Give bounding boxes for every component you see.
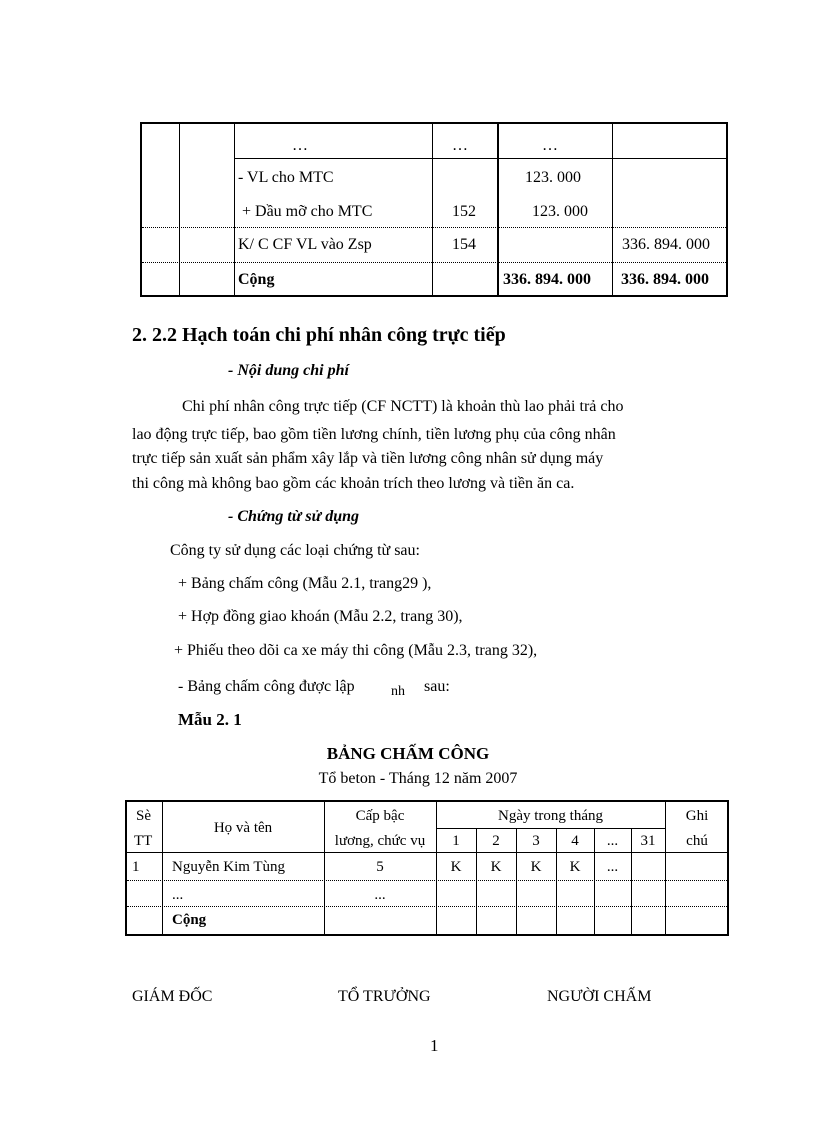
- header-days: Ngày trong tháng: [498, 808, 603, 824]
- ledger-desc: K/ C CF VL vào Zsp: [238, 236, 372, 253]
- ledger-debit: …: [542, 137, 558, 154]
- row-stt: 1: [132, 859, 140, 875]
- header-name: Họ và tên: [213, 820, 273, 836]
- row-name: Nguyễn Kim Tùng: [172, 859, 286, 875]
- ledger-acct: …: [452, 137, 468, 154]
- header-day: 3: [532, 833, 540, 849]
- document-line-fragment: nh: [391, 684, 405, 699]
- row-name: ...: [172, 887, 184, 903]
- ledger-total-label: Cộng: [238, 271, 275, 288]
- row-total-label: Cộng: [172, 912, 207, 928]
- document-line-fragment: sau:: [424, 678, 450, 695]
- ledger-desc: + Dầu mỡ cho MTC: [242, 203, 373, 220]
- document-line: + Hợp đồng giao khoán (Mẫu 2.2, trang 30),: [178, 608, 463, 625]
- row-day: ...: [606, 859, 619, 875]
- row-day: K: [530, 859, 542, 875]
- signature-timekeeper: NGƯỜI CHẤM: [547, 988, 652, 1005]
- header-note-1: Ghi: [685, 808, 709, 824]
- document-line: + Bảng chấm công (Mẫu 2.1, trang29 ),: [178, 575, 432, 592]
- header-day: 31: [640, 833, 656, 849]
- row-grade: ...: [374, 887, 386, 903]
- paragraph-line: Chi phí nhân công trực tiếp (CF NCTT) là khoản thù lao phải trả cho: [182, 398, 624, 415]
- document-line: Công ty sử dụng các loại chứng từ sau:: [170, 542, 420, 559]
- page-number: 1: [430, 1036, 439, 1055]
- ledger-acct: 152: [452, 203, 476, 220]
- header-note-2: chú: [686, 833, 708, 849]
- ledger-table: [140, 122, 728, 297]
- header-grade-1: Cấp bậc: [355, 808, 405, 824]
- row-day: K: [490, 859, 502, 875]
- header-stt-2: TT: [134, 833, 153, 849]
- timesheet-title: BẢNG CHẤM CÔNG: [326, 744, 490, 763]
- ledger-desc: …: [292, 137, 308, 154]
- header-day: ...: [606, 833, 619, 849]
- ledger-total-credit: 336. 894. 000: [621, 271, 709, 288]
- header-grade-2: lương, chức vụ: [334, 833, 426, 849]
- row-day: K: [569, 859, 581, 875]
- paragraph-line: trực tiếp sản xuất sản phẩm xây lắp và tiền lương công nhân sử dụng máy: [132, 450, 604, 467]
- paragraph-line: lao động trực tiếp, bao gồm tiền lương chính, tiền lương phụ của công nhân: [132, 426, 616, 443]
- subheading-documents: - Chứng từ sử dụng: [228, 508, 360, 525]
- timesheet-table: [125, 800, 729, 936]
- signature-team-leader: TỔ TRƯỞNG: [338, 988, 431, 1005]
- row-day: K: [450, 859, 462, 875]
- subheading-content: - Nội dung chi phí: [228, 362, 349, 379]
- document-line: + Phiếu theo dõi ca xe máy thi công (Mẫu 2.3, trang 32),: [174, 642, 538, 659]
- ledger-total-debit: 336. 894. 000: [503, 271, 591, 288]
- ledger-desc: - VL cho MTC: [238, 169, 334, 186]
- section-heading: 2. 2.2 Hạch toán chi phí nhân công trực tiếp: [132, 324, 506, 346]
- header-day: 4: [571, 833, 579, 849]
- header-stt-1: Sè: [136, 808, 151, 824]
- document-line: - Bảng chấm công được lập: [178, 678, 355, 695]
- header-day: 1: [452, 833, 460, 849]
- ledger-acct: 154: [452, 236, 476, 253]
- ledger-debit: 123. 000: [532, 203, 588, 220]
- sample-label: Mẫu 2. 1: [178, 710, 242, 729]
- row-grade: 5: [376, 859, 384, 875]
- signature-director: GIÁM ĐỐC: [132, 988, 213, 1005]
- ledger-debit: 123. 000: [525, 169, 581, 186]
- header-day: 2: [492, 833, 500, 849]
- ledger-credit: 336. 894. 000: [622, 236, 710, 253]
- paragraph-line: thi công mà không bao gồm các khoản trích theo lương và tiền ăn ca.: [132, 475, 575, 492]
- timesheet-subtitle: Tổ beton - Tháng 12 năm 2007: [318, 770, 518, 787]
